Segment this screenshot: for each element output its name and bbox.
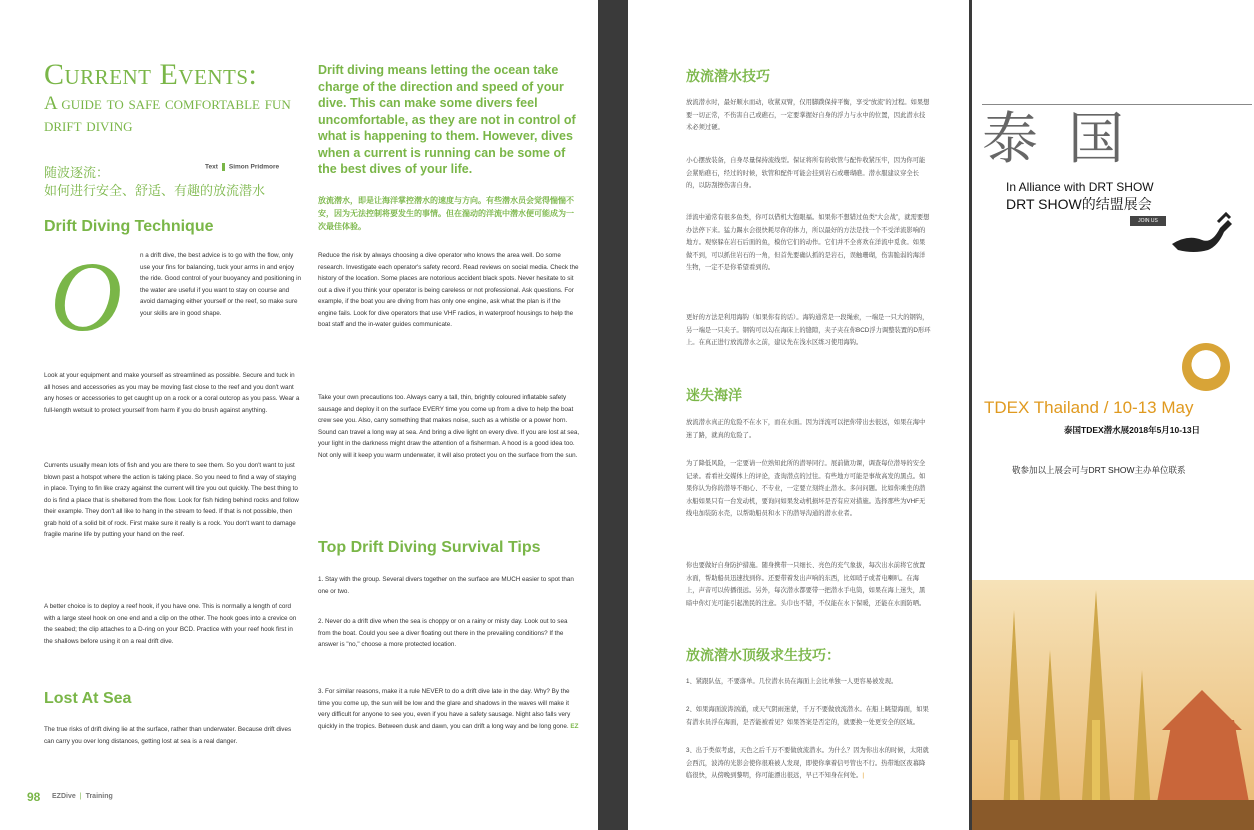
paragraph-1: n a drift dive, the best advice is to go with the flow, only use your fins for balancing, tuck your arms in and enjoy the ride. Good control of your buoyancy and positioning in the water are useful if you want to stay on course and avoid damaging either yourself or the reef, so make sure your skills are in good shape. — [140, 252, 302, 317]
heading-cn-technique: 放流潜水技巧 — [686, 68, 770, 84]
paragraph-2: Look at your equipment and make yourself as streamlined as possible. Secure and tuck in all hoses and accessories as you may be moving fast close to the reef and you don't want any hoses or accessories to get caught up on a rock or a coral outcrop as you pass. Wear a full-length wetsuit to protect yourself from harm if you do brush against anything. — [44, 372, 300, 414]
heading-survival-tips: Top Drift Diving Survival Tips — [318, 539, 541, 556]
cn-paragraph-4: 更好的方法是利用海钩（如果你有的话）。海钩通常是一段绳索，一端是一只大的钢钩，另一端是一只夹子。钢钩可以勾在海床上的缝隙，夹子夹在你BCD浮力调整装置的D形环上。在真正进行放流潜水之前，建议先在浅水区练习使用海钩。 — [686, 314, 931, 346]
cn-paragraph-2: 小心摆放装备，自身尽量保持流线型。保证将所有的软管与配件收紧压牢，因为你可能会紧贴礁石，经过的时候，软管和配件可能会挂到岩石或珊瑚礁。潜水服建议穿全长的，以防刮擦伤害自身。 — [686, 157, 926, 189]
cn-paragraph-5: 放流潜水真正的危险不在水下，而在水面。因为洋流可以把你带出去很远，如果在海中迷了路，就真的危险了。 — [686, 419, 926, 439]
heading-cn-lost: 迷失海洋 — [686, 387, 742, 403]
left-page — [0, 0, 598, 830]
pull-quote: Drift diving means letting the ocean take charge of the direction and speed of your dive. This can make some divers feel uncomfortable, as they are not in control of what is happening to them. However, dives when a current is running can be some of the best dives of your life. — [318, 63, 576, 176]
pull-quote-cn: 放流潜水，即是让海洋掌控潜水的速度与方向。有些潜水员会觉得惴惴不安，因为无法控制将要发生的事情。但在湍动的洋流中潜水便可能成为一次最佳体验。 — [318, 196, 574, 231]
credit-label: Text — [205, 163, 218, 171]
cn-paragraph-1: 放流潜水时，最好顺水而动，收紧双臂，仅用脚蹼保持平衡，享受“放流”的过程。如果想要一切正常，不伤害自己或礁石，一定要掌握好自身的浮力与水中的位置，因此潜水技术必须过硬。 — [686, 99, 930, 131]
footer-section: Training — [85, 793, 113, 800]
thailand-title — [982, 95, 1154, 175]
thailand-char-1: 泰 — [982, 107, 1068, 172]
drop-cap: O — [50, 241, 123, 352]
headline-subtitle: A guide to safe comfortable fun drift diving — [44, 93, 291, 136]
headline-cn-1: 随波逐流： — [44, 165, 110, 180]
footer-sep: | — [79, 793, 82, 800]
cn-tip-1: 1、紧跟队伍，不要落单。几位潜水员在海面上会比单独一人更容易被发现。 — [686, 678, 898, 685]
tdex-logo-icon — [1182, 343, 1230, 391]
cn-tip-3-block — [686, 745, 931, 783]
heading-lost-at-sea: Lost At Sea — [44, 690, 132, 707]
diver-silhouette-icon — [1168, 210, 1240, 260]
alliance-text: In Alliance with DRT SHOW — [1006, 180, 1154, 194]
cn-paragraph-6: 为了降低风险，一定要请一位熟知此所的潜导同行。展前做功课，调查每位潜导的安全记录。看看社交媒体上的评论，查询潜点的过往。有些地方可能是事故高发的黑点。如果你认为你的潜导不细心、不专业，一定要立刻终止潜水。多问问题。比如你乘坐的潜水船如果只有一台发动机，要询问如果发动机损坏是否有应对措施。选择那些为VHF无线电加装防水壳，以帮助船员和水下的潜导沟通的潜水业者。 — [686, 460, 926, 517]
temple-photo-icon — [972, 580, 1254, 830]
heading-technique: Drift Diving Technique — [44, 218, 214, 235]
credit-bar — [222, 163, 225, 171]
tip-2: 2. Never do a drift dive when the sea is choppy or on a rainy or misty day. Look out to sea from the boat. Could you see a diver floating out there in the prevailing conditions? If the answer is "no," choose a more protected location. — [318, 618, 568, 648]
footer-pub: EZDive — [52, 793, 76, 800]
paragraph-1a — [140, 250, 302, 319]
author-credit — [205, 163, 279, 171]
cn-end-mark: | — [862, 772, 864, 779]
paragraph-3: Currents usually mean lots of fish and you are there to see them. So you don't want to just blown past a hotspot where the action is taking place. So you need to find a way of staying in place. Trying to fin like crazy against the current will tire you out quickly. The best thing to do is find a place that is sheltered from the flow. Look for fish hiding behind rocks and follow their example. They don't all like to hang in the stream to feed. If that is not possible, then grab hold of a solid bit of rock. First make sure it really is a rock. You don't want to damage fragile marine life by putting your hand on the reef. — [44, 462, 299, 538]
paragraph-4: A better choice is to deploy a reef hook, if you have one. This is normally a length of cord with a large steel hook on one end and a clip on the other. The hook goes into a crevice on the seabed; the clip attaches to a D-ring on your BCD. Practice with your reef hook first in the shallows before using it on a real drift dive. — [44, 603, 297, 645]
thailand-char-2: 国 — [1068, 107, 1154, 172]
invite-text: 敬参加以上展会可与DRT SHOW主办单位联系 — [1012, 465, 1186, 475]
cn-tip-2: 2、如果海面波涛汹涌，或天气阴雨迷蒙，千万不要做放流潜水。在船上眺望海面，如果有潜水员浮在海面，是否能被看见？如果答案是否定的，就要换一处更安全的区域。 — [686, 706, 929, 726]
join-us-badge[interactable]: JOIN US — [1130, 216, 1166, 226]
cn-paragraph-7: 你也要做好自身防护措施。随身携带一只细长、亮色的充气象拔，每次出水前将它放置水面，帮助船员迅速找到你。还要带着发出声响的东西，比如哨子或者电喇叭。在海上，声音可以传播很远。另外，每次潜水都要带一把潜水手电筒，如果在海上迷失，黑暗中你灯光可能引起渔民的注意。头巾也不错，不仅能在水下保暖，还能在水面防晒。 — [686, 562, 926, 607]
right-page-ad — [972, 0, 1254, 830]
tdex-banner: TDEX Thailand / 10-13 May — [984, 398, 1194, 417]
credit-name: Simon Pridmore — [228, 163, 280, 171]
cn-tip-3: 3、出于类似考虑，天色之后千万不要做放流潜水。为什么？因为你出水的时候，太阳就会西沉，波涛的光影会使你很难被人发现，即使你拿着信号管也不行。热带地区夜幕降临很快，从傍晚到黎明，你可能漂出很远，早已不知身在何处。 — [686, 747, 929, 779]
alliance-text-cn: DRT SHOW的结盟展会 — [1006, 196, 1152, 212]
heading-cn-tips: 放流潜水顶级求生技巧： — [686, 647, 840, 663]
tip-3: 3. For similar reasons, make it a rule NEVER to do a drift dive late in the day. Why? By the time you come up, the sun will be low and the glare and shadows in the waves will make it very difficult for anyone to see you, even if you have a safety sausage. Night also falls very quickly in the tropics. Between dusk and dawn, you can drift a long way and be long gone. — [318, 688, 571, 730]
paragraph-7: Take your own precautions too. Always carry a tall, thin, brightly coloured inflatable safety sausage and deploy it on the surface EVERY time you come up from a dive to help the boat crew see you. Also, carry something that makes noise, such as a whistle or a power horn. Sound can travel a long way at sea. And bring a dive light on every dive. If you are lost at sea, your light in the darkness might draw the attention of a fisherman. A hood is a good idea too. Not only will it keep you warm underwater, it will also protect you on the surface from the sun. — [318, 394, 580, 459]
page-number: 98 — [27, 790, 41, 804]
headline-cn-2: 如何进行安全、舒适、有趣的放流潜水 — [44, 183, 266, 198]
cn-paragraph-3: 洋流中通常有很多鱼类，你可以借机大饱眼福。如果你不想错过鱼类“大会战”，就需要想办法停下来。猛力踢水会很快耗尽你的体力，所以最好的方法是找一个不受洋流影响的地方。观察躲在岩石后面的鱼，模仿它们的动作。它们并不全喜欢在洋流中觅食。如果做不到，可以抓住岩石的一角，但首先要确认抓的是岩石，误触珊瑚，伤害脆弱的海洋生物，一定不是你希望看到的。 — [686, 214, 930, 271]
page-footer — [52, 793, 113, 800]
paragraph-6: Reduce the risk by always choosing a dive operator who knows the area well. Do some research. Investigate each operator's safety record. Read reviews on social media. Check the history of the location. Some places are notorious accident black spots. Never hesitate to sit out a dive if you think your operator is being careless or not professional. Ask questions. For example, if the boat you are diving from has only one engine, ask what the plan is if the engine fails. Look for dive operators that use VHF radios, in waterproof housings to help the boat staff and the in-water guides communicate. — [318, 252, 579, 328]
end-mark: EZ — [570, 722, 579, 730]
tip-3-block — [318, 686, 580, 732]
paragraph-5: The true risks of drift diving lie at the surface, rather than underwater. Because drift dives can carry you over long distances, getting lost at sea is a real danger. — [44, 726, 292, 745]
tdex-banner-cn: 泰国TDEX潜水展2018年5月10-13日 — [1064, 425, 1201, 435]
middle-page — [628, 0, 969, 830]
headline-title: Current Events: — [44, 58, 258, 91]
tip-1: 1. Stay with the group. Several divers together on the surface are MUCH easier to spot than one or two. — [318, 576, 574, 595]
